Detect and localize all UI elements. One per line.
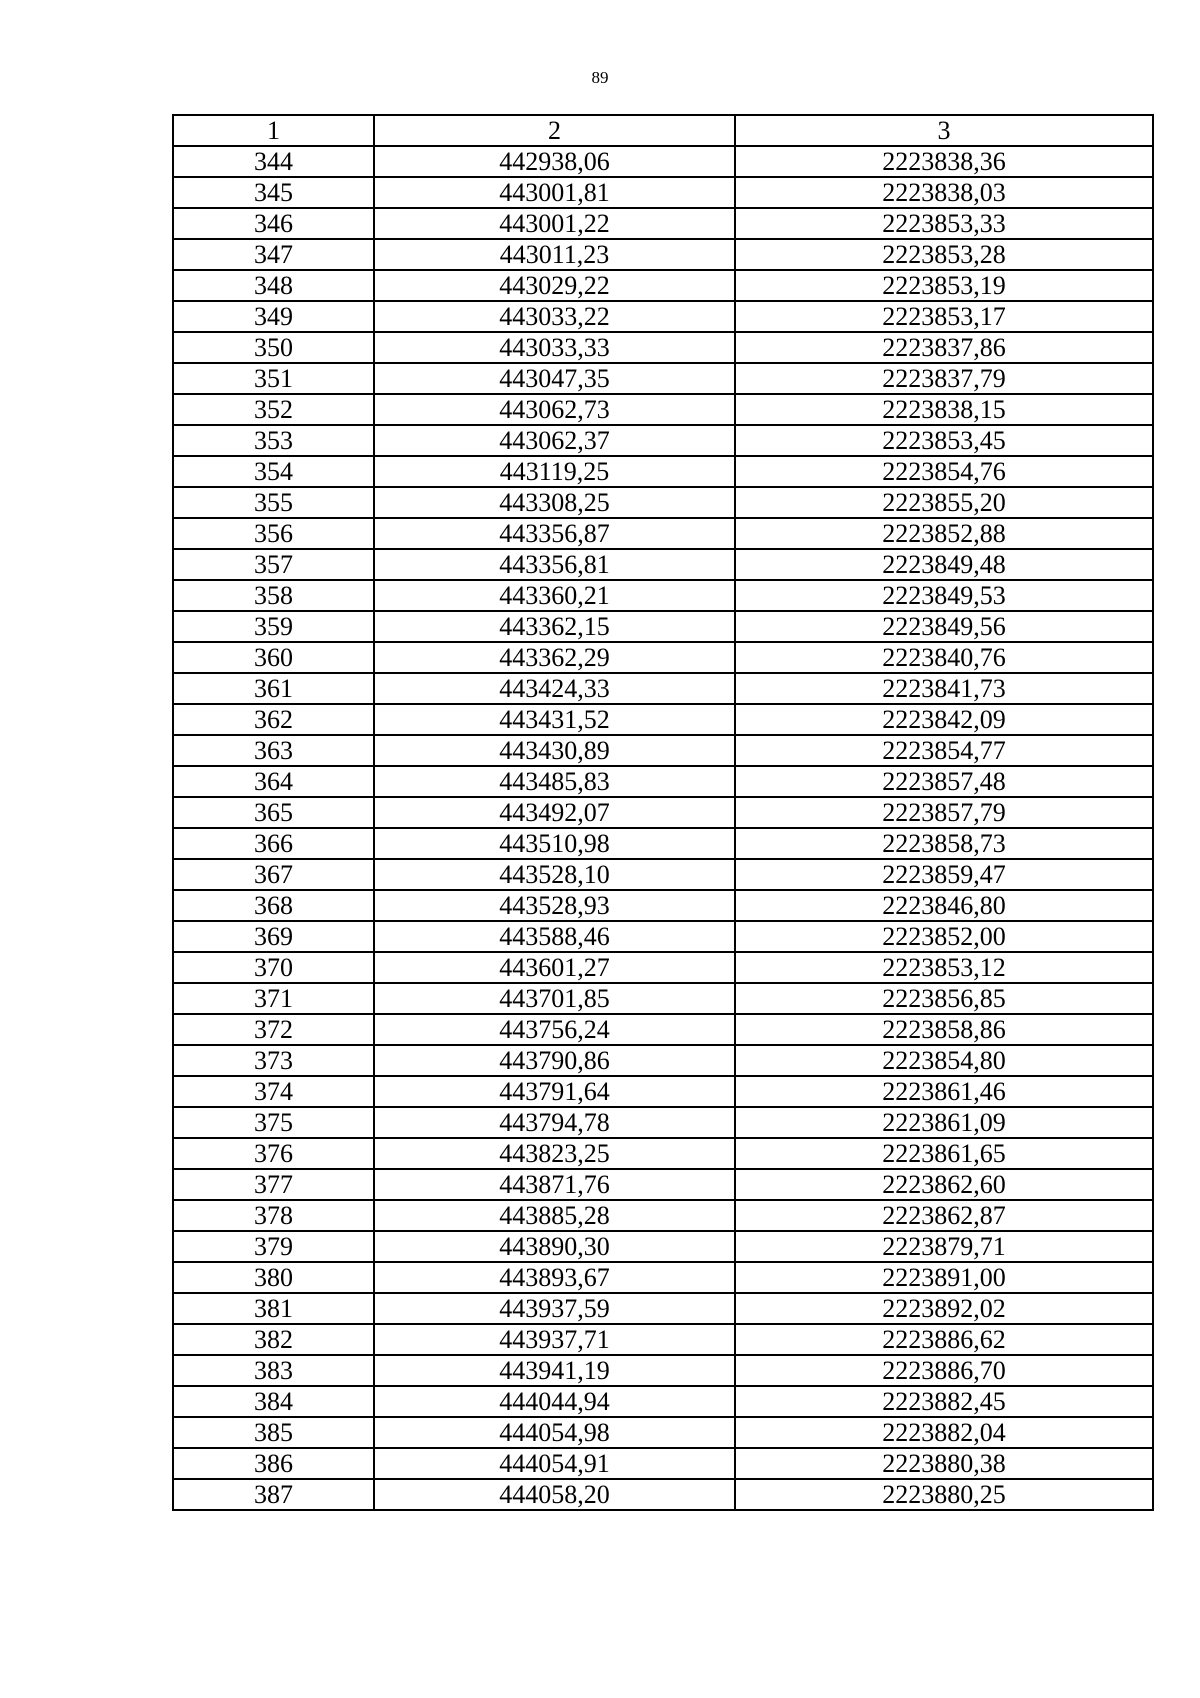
point-number-cell: 380 <box>173 1262 374 1293</box>
x-coordinate-cell: 443485,83 <box>374 766 735 797</box>
y-coordinate-cell: 2223849,53 <box>735 580 1153 611</box>
x-coordinate-cell: 444044,94 <box>374 1386 735 1417</box>
point-number-cell: 365 <box>173 797 374 828</box>
table-row <box>173 1107 1153 1138</box>
y-coordinate-cell: 2223838,03 <box>735 177 1153 208</box>
x-coordinate-cell: 443528,10 <box>374 859 735 890</box>
point-number-cell: 385 <box>173 1417 374 1448</box>
x-coordinate-cell: 443871,76 <box>374 1169 735 1200</box>
point-number-cell: 371 <box>173 983 374 1014</box>
table-row <box>173 797 1153 828</box>
point-number-cell: 373 <box>173 1045 374 1076</box>
table-row <box>173 549 1153 580</box>
x-coordinate-cell: 443033,33 <box>374 332 735 363</box>
point-number-cell: 347 <box>173 239 374 270</box>
x-coordinate-cell: 443937,59 <box>374 1293 735 1324</box>
x-coordinate-cell: 443001,81 <box>374 177 735 208</box>
table-row <box>173 673 1153 704</box>
x-coordinate-cell: 443937,71 <box>374 1324 735 1355</box>
x-coordinate-cell: 444054,98 <box>374 1417 735 1448</box>
table-row <box>173 921 1153 952</box>
x-coordinate-cell: 443823,25 <box>374 1138 735 1169</box>
y-coordinate-cell: 2223857,79 <box>735 797 1153 828</box>
x-coordinate-cell: 443756,24 <box>374 1014 735 1045</box>
x-coordinate-cell: 443941,19 <box>374 1355 735 1386</box>
table-row <box>173 859 1153 890</box>
column-header-1: 1 <box>173 115 374 146</box>
y-coordinate-cell: 2223852,88 <box>735 518 1153 549</box>
x-coordinate-cell: 443356,87 <box>374 518 735 549</box>
table-row <box>173 1386 1153 1417</box>
point-number-cell: 351 <box>173 363 374 394</box>
y-coordinate-cell: 2223861,46 <box>735 1076 1153 1107</box>
table-row <box>173 518 1153 549</box>
table-row <box>173 456 1153 487</box>
y-coordinate-cell: 2223854,80 <box>735 1045 1153 1076</box>
table-row <box>173 983 1153 1014</box>
table-row <box>173 611 1153 642</box>
x-coordinate-cell: 443356,81 <box>374 549 735 580</box>
x-coordinate-cell: 443885,28 <box>374 1200 735 1231</box>
point-number-cell: 369 <box>173 921 374 952</box>
x-coordinate-cell: 443701,85 <box>374 983 735 1014</box>
point-number-cell: 352 <box>173 394 374 425</box>
x-coordinate-cell: 443011,23 <box>374 239 735 270</box>
y-coordinate-cell: 2223849,56 <box>735 611 1153 642</box>
y-coordinate-cell: 2223858,73 <box>735 828 1153 859</box>
table-body <box>173 146 1153 1510</box>
table-row <box>173 1076 1153 1107</box>
x-coordinate-cell: 443360,21 <box>374 580 735 611</box>
x-coordinate-cell: 443308,25 <box>374 487 735 518</box>
point-number-cell: 372 <box>173 1014 374 1045</box>
point-number-cell: 387 <box>173 1479 374 1510</box>
y-coordinate-cell: 2223837,86 <box>735 332 1153 363</box>
table-row <box>173 425 1153 456</box>
table-row <box>173 270 1153 301</box>
x-coordinate-cell: 443362,15 <box>374 611 735 642</box>
table-row <box>173 580 1153 611</box>
point-number-cell: 356 <box>173 518 374 549</box>
y-coordinate-cell: 2223849,48 <box>735 549 1153 580</box>
x-coordinate-cell: 443790,86 <box>374 1045 735 1076</box>
table-row <box>173 208 1153 239</box>
y-coordinate-cell: 2223842,09 <box>735 704 1153 735</box>
table-row <box>173 890 1153 921</box>
y-coordinate-cell: 2223846,80 <box>735 890 1153 921</box>
y-coordinate-cell: 2223837,79 <box>735 363 1153 394</box>
point-number-cell: 349 <box>173 301 374 332</box>
y-coordinate-cell: 2223859,47 <box>735 859 1153 890</box>
point-number-cell: 370 <box>173 952 374 983</box>
y-coordinate-cell: 2223880,38 <box>735 1448 1153 1479</box>
table-row <box>173 1200 1153 1231</box>
point-number-cell: 360 <box>173 642 374 673</box>
point-number-cell: 379 <box>173 1231 374 1262</box>
x-coordinate-cell: 443033,22 <box>374 301 735 332</box>
point-number-cell: 374 <box>173 1076 374 1107</box>
point-number-cell: 364 <box>173 766 374 797</box>
y-coordinate-cell: 2223853,12 <box>735 952 1153 983</box>
x-coordinate-cell: 443601,27 <box>374 952 735 983</box>
x-coordinate-cell: 443528,93 <box>374 890 735 921</box>
y-coordinate-cell: 2223886,70 <box>735 1355 1153 1386</box>
point-number-cell: 381 <box>173 1293 374 1324</box>
y-coordinate-cell: 2223854,76 <box>735 456 1153 487</box>
point-number-cell: 346 <box>173 208 374 239</box>
table-row <box>173 735 1153 766</box>
point-number-cell: 354 <box>173 456 374 487</box>
y-coordinate-cell: 2223861,09 <box>735 1107 1153 1138</box>
y-coordinate-cell: 2223854,77 <box>735 735 1153 766</box>
point-number-cell: 348 <box>173 270 374 301</box>
table-row <box>173 146 1153 177</box>
y-coordinate-cell: 2223882,45 <box>735 1386 1153 1417</box>
x-coordinate-cell: 443362,29 <box>374 642 735 673</box>
x-coordinate-cell: 443029,22 <box>374 270 735 301</box>
y-coordinate-cell: 2223856,85 <box>735 983 1153 1014</box>
x-coordinate-cell: 443047,35 <box>374 363 735 394</box>
table-row <box>173 1355 1153 1386</box>
point-number-cell: 345 <box>173 177 374 208</box>
y-coordinate-cell: 2223892,02 <box>735 1293 1153 1324</box>
y-coordinate-cell: 2223841,73 <box>735 673 1153 704</box>
point-number-cell: 386 <box>173 1448 374 1479</box>
table-row <box>173 766 1153 797</box>
y-coordinate-cell: 2223861,65 <box>735 1138 1153 1169</box>
table-row <box>173 301 1153 332</box>
point-number-cell: 350 <box>173 332 374 363</box>
table-row <box>173 1231 1153 1262</box>
column-header-2: 2 <box>374 115 735 146</box>
y-coordinate-cell: 2223858,86 <box>735 1014 1153 1045</box>
coordinates-table <box>172 114 1154 1511</box>
y-coordinate-cell: 2223862,60 <box>735 1169 1153 1200</box>
x-coordinate-cell: 443492,07 <box>374 797 735 828</box>
x-coordinate-cell: 443119,25 <box>374 456 735 487</box>
point-number-cell: 366 <box>173 828 374 859</box>
y-coordinate-cell: 2223853,45 <box>735 425 1153 456</box>
point-number-cell: 353 <box>173 425 374 456</box>
point-number-cell: 367 <box>173 859 374 890</box>
y-coordinate-cell: 2223853,28 <box>735 239 1153 270</box>
table-row <box>173 1448 1153 1479</box>
table-row <box>173 1138 1153 1169</box>
x-coordinate-cell: 443062,37 <box>374 425 735 456</box>
y-coordinate-cell: 2223882,04 <box>735 1417 1153 1448</box>
point-number-cell: 377 <box>173 1169 374 1200</box>
y-coordinate-cell: 2223855,20 <box>735 487 1153 518</box>
point-number-cell: 358 <box>173 580 374 611</box>
point-number-cell: 361 <box>173 673 374 704</box>
point-number-cell: 368 <box>173 890 374 921</box>
table-row <box>173 1293 1153 1324</box>
x-coordinate-cell: 443431,52 <box>374 704 735 735</box>
x-coordinate-cell: 443062,73 <box>374 394 735 425</box>
table-row <box>173 1262 1153 1293</box>
table-header-row <box>173 115 1153 146</box>
x-coordinate-cell: 443430,89 <box>374 735 735 766</box>
x-coordinate-cell: 443893,67 <box>374 1262 735 1293</box>
column-header-3: 3 <box>735 115 1153 146</box>
y-coordinate-cell: 2223838,36 <box>735 146 1153 177</box>
y-coordinate-cell: 2223853,33 <box>735 208 1153 239</box>
y-coordinate-cell: 2223886,62 <box>735 1324 1153 1355</box>
x-coordinate-cell: 443890,30 <box>374 1231 735 1262</box>
point-number-cell: 382 <box>173 1324 374 1355</box>
table-row <box>173 332 1153 363</box>
y-coordinate-cell: 2223862,87 <box>735 1200 1153 1231</box>
table-row <box>173 704 1153 735</box>
x-coordinate-cell: 443791,64 <box>374 1076 735 1107</box>
x-coordinate-cell: 443588,46 <box>374 921 735 952</box>
x-coordinate-cell: 442938,06 <box>374 146 735 177</box>
table-row <box>173 239 1153 270</box>
table-row <box>173 394 1153 425</box>
table-row <box>173 1324 1153 1355</box>
point-number-cell: 384 <box>173 1386 374 1417</box>
table-row <box>173 363 1153 394</box>
point-number-cell: 363 <box>173 735 374 766</box>
point-number-cell: 344 <box>173 146 374 177</box>
table-row <box>173 1014 1153 1045</box>
x-coordinate-cell: 444054,91 <box>374 1448 735 1479</box>
y-coordinate-cell: 2223879,71 <box>735 1231 1153 1262</box>
point-number-cell: 383 <box>173 1355 374 1386</box>
y-coordinate-cell: 2223853,19 <box>735 270 1153 301</box>
point-number-cell: 375 <box>173 1107 374 1138</box>
point-number-cell: 355 <box>173 487 374 518</box>
y-coordinate-cell: 2223853,17 <box>735 301 1153 332</box>
point-number-cell: 357 <box>173 549 374 580</box>
y-coordinate-cell: 2223852,00 <box>735 921 1153 952</box>
table-row <box>173 1045 1153 1076</box>
y-coordinate-cell: 2223880,25 <box>735 1479 1153 1510</box>
x-coordinate-cell: 443424,33 <box>374 673 735 704</box>
point-number-cell: 378 <box>173 1200 374 1231</box>
y-coordinate-cell: 2223838,15 <box>735 394 1153 425</box>
table-row <box>173 487 1153 518</box>
table-row <box>173 177 1153 208</box>
point-number-cell: 376 <box>173 1138 374 1169</box>
table-row <box>173 828 1153 859</box>
y-coordinate-cell: 2223840,76 <box>735 642 1153 673</box>
y-coordinate-cell: 2223857,48 <box>735 766 1153 797</box>
x-coordinate-cell: 443510,98 <box>374 828 735 859</box>
table-row <box>173 642 1153 673</box>
x-coordinate-cell: 444058,20 <box>374 1479 735 1510</box>
table-row <box>173 952 1153 983</box>
y-coordinate-cell: 2223891,00 <box>735 1262 1153 1293</box>
table-row <box>173 1169 1153 1200</box>
table-row <box>173 1479 1153 1510</box>
page-number: 89 <box>591 68 609 87</box>
table-row <box>173 1417 1153 1448</box>
x-coordinate-cell: 443794,78 <box>374 1107 735 1138</box>
point-number-cell: 359 <box>173 611 374 642</box>
point-number-cell: 362 <box>173 704 374 735</box>
x-coordinate-cell: 443001,22 <box>374 208 735 239</box>
